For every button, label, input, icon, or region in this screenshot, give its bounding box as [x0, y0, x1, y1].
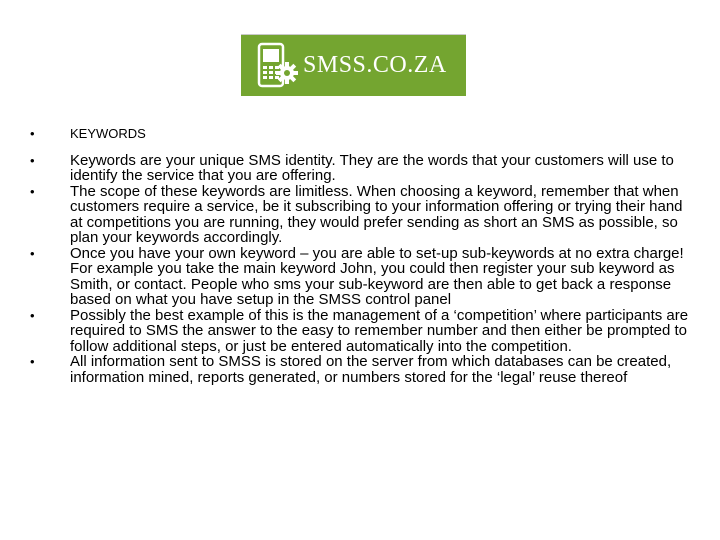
phone-gear-icon	[255, 41, 299, 91]
bullet-icon: •	[30, 126, 35, 141]
smss-logo	[241, 34, 466, 96]
logo-text: SMSS.CO.ZA	[303, 52, 447, 78]
list-item	[30, 246, 690, 308]
list-item-text: Keywords are your unique SMS identity. They are the words that your customers will use to identify the service that you are offering.	[70, 151, 674, 184]
list-item	[30, 153, 690, 184]
list-item-text: Possibly the best example of this is the management of a ‘competition’ where participants are required to SMS the answer to the easy to remember number and then either be prompted to follow additional steps, or just be entered automatically into the competition.	[70, 306, 689, 355]
list-item-text: The scope of these keywords are limitless. When choosing a keyword, remember that when customers require a service, be it subscribing to your information offering or trying their hand at competitions you are running, they would prefer sending as short an SMS as possible, so plan your keywords accordingly.	[70, 182, 683, 246]
bullet-icon: •	[30, 183, 35, 199]
keywords-heading: KEYWORDS	[70, 126, 146, 141]
bullet-icon: •	[30, 152, 35, 168]
list-item-text: All information sent to SMSS is stored on the server from which databases can be created, information mined, reports generated, or numbers stored for the ‘legal’ reuse thereof	[70, 353, 672, 386]
list-item	[30, 308, 690, 355]
list-item	[30, 354, 690, 385]
bullet-icon: •	[30, 245, 35, 261]
list-item	[30, 184, 690, 246]
keyword-bullet-list	[30, 126, 690, 385]
list-item-heading	[30, 126, 690, 142]
list-item-text: Once you have your own keyword – you are able to set-up sub-keywords at no extra charge! For example you take the main keyword John, you could then register your sub keyword as Smith, or contact. People who sms your sub-keyword are then able to get back a response based on what you have setup in the SMSS control panel	[70, 244, 684, 308]
bullet-icon: •	[30, 307, 35, 323]
bullet-icon: •	[30, 354, 35, 369]
